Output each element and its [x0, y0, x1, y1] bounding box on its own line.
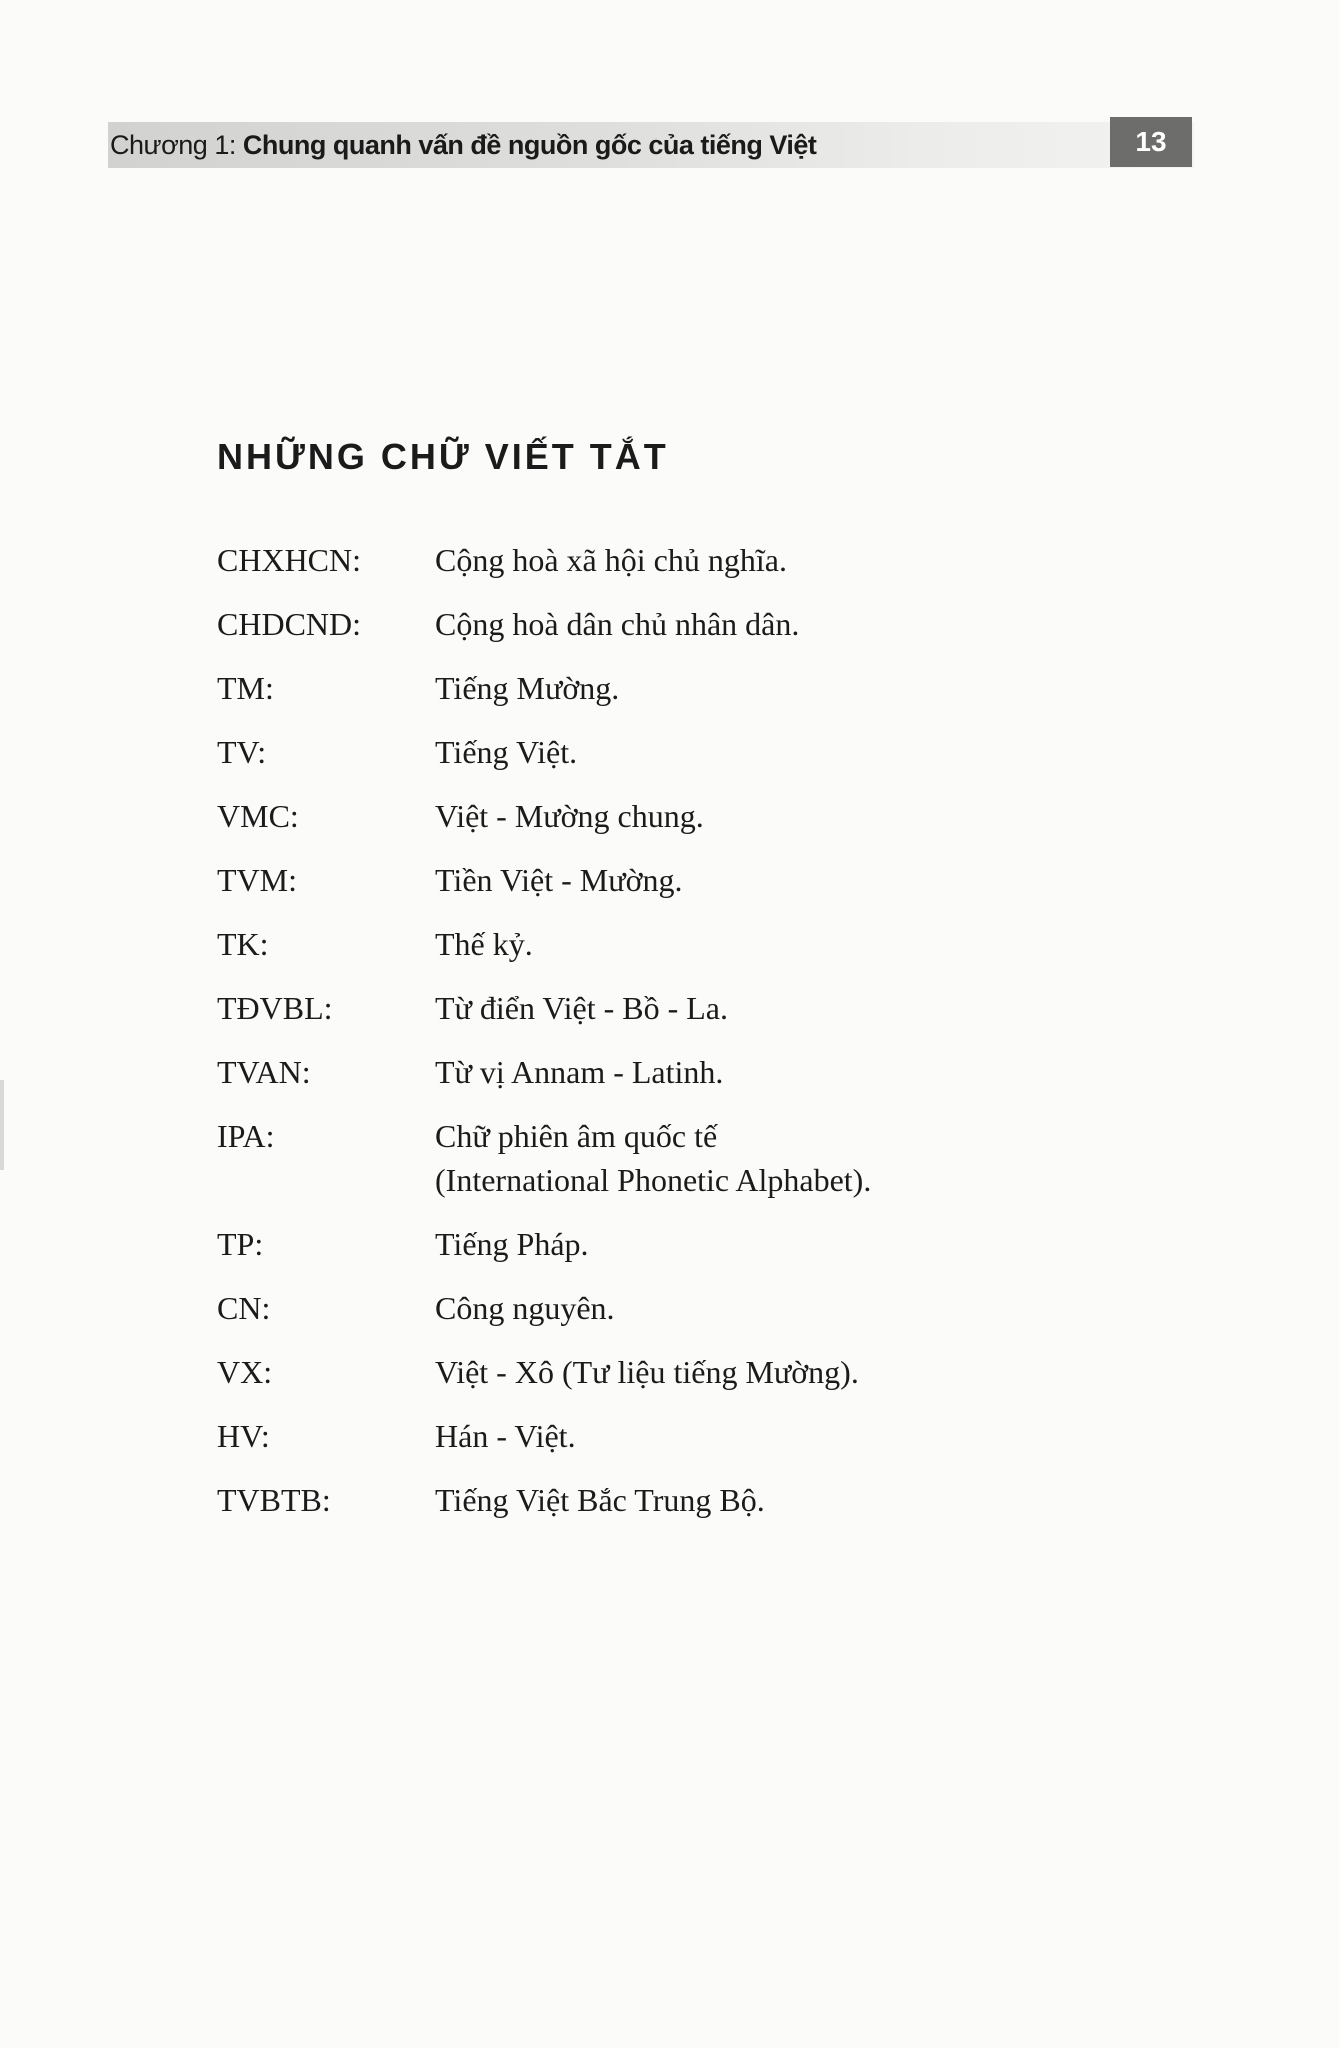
meaning-line: Việt - Xô (Tư liệu tiếng Mường).: [435, 1354, 859, 1390]
abbreviation-row: [217, 1050, 1057, 1094]
abbreviation-term: CHDCND:: [217, 606, 362, 642]
meaning-line: Tiếng Việt.: [435, 734, 578, 770]
page-edge-shadow: [0, 1080, 4, 1170]
abbreviation-row: [217, 730, 1057, 774]
meaning-line: Thế kỷ.: [435, 926, 533, 962]
chapter-heading: [110, 130, 816, 161]
abbreviation-meaning: [435, 986, 1057, 1030]
abbreviation-row: [217, 1414, 1057, 1458]
abbreviation-meaning: [435, 666, 1057, 710]
abbreviation-row: [217, 922, 1057, 966]
abbreviation-row: [217, 986, 1057, 1030]
abbreviation-term: VMC:: [217, 798, 299, 834]
abbreviation-meaning: [435, 1478, 1057, 1522]
abbreviation-term: TM:: [217, 670, 274, 706]
meaning-line: Tiếng Pháp.: [435, 1226, 589, 1262]
abbreviation-meaning: [435, 1114, 1057, 1202]
abbreviation-meaning: [435, 1050, 1057, 1094]
meaning-line: Từ điển Việt - Bồ - La.: [435, 990, 728, 1026]
abbreviation-term: VX:: [217, 1354, 273, 1390]
abbreviation-row: [217, 602, 1057, 646]
abbreviation-term: TK:: [217, 926, 269, 962]
meaning-line: Tiếng Mường.: [435, 670, 620, 706]
abbreviation-meaning: [435, 602, 1057, 646]
abbreviation-row: [217, 794, 1057, 838]
abbreviation-meaning: [435, 858, 1057, 902]
abbreviation-meaning: [435, 1286, 1057, 1330]
meaning-line: Cộng hoà dân chủ nhân dân.: [435, 606, 800, 642]
page-number: 13: [1110, 117, 1192, 167]
abbreviation-meaning: [435, 922, 1057, 966]
meaning-line: Tiền Việt - Mường.: [435, 862, 683, 898]
meaning-line: Cộng hoà xã hội chủ nghĩa.: [435, 542, 787, 578]
section-title: NHỮNG CHỮ VIẾT TẮT: [217, 436, 669, 477]
abbreviation-list: [217, 538, 1057, 1542]
abbreviation-term: CN:: [217, 1290, 271, 1326]
abbreviation-term: IPA:: [217, 1118, 275, 1154]
chapter-title: Chung quanh vấn đề nguồn gốc của tiếng Việt: [242, 129, 817, 160]
abbreviation-term: TVM:: [217, 862, 297, 898]
abbreviation-term: CHXHCN:: [217, 542, 362, 578]
abbreviation-row: [217, 1478, 1057, 1522]
abbreviation-term: TV:: [217, 734, 267, 770]
abbreviation-row: [217, 1222, 1057, 1266]
meaning-line: Công nguyên.: [435, 1290, 615, 1326]
abbreviation-row: [217, 858, 1057, 902]
meaning-line: Chữ phiên âm quốc tế: [435, 1118, 718, 1154]
meaning-line: Từ vị Annam - Latinh.: [435, 1054, 724, 1090]
abbreviation-term: TP:: [217, 1226, 264, 1262]
abbreviation-term: TVAN:: [217, 1054, 311, 1090]
abbreviation-term: HV:: [217, 1418, 270, 1454]
abbreviation-row: [217, 538, 1057, 582]
meaning-line: (International Phonetic Alphabet).: [435, 1162, 872, 1198]
abbreviation-row: [217, 666, 1057, 710]
meaning-line: Việt - Mường chung.: [435, 798, 704, 834]
abbreviation-meaning: [435, 794, 1057, 838]
meaning-line: Tiếng Việt Bắc Trung Bộ.: [435, 1482, 765, 1518]
meaning-line: Hán - Việt.: [435, 1418, 576, 1454]
abbreviation-meaning: [435, 1350, 1057, 1394]
abbreviation-meaning: [435, 1414, 1057, 1458]
abbreviation-meaning: [435, 1222, 1057, 1266]
abbreviation-row: [217, 1350, 1057, 1394]
running-header: [108, 122, 1194, 168]
abbreviation-meaning: [435, 538, 1057, 582]
abbreviation-row: [217, 1114, 1057, 1202]
abbreviation-meaning: [435, 730, 1057, 774]
abbreviation-row: [217, 1286, 1057, 1330]
abbreviation-term: TĐVBL:: [217, 990, 333, 1026]
abbreviation-term: TVBTB:: [217, 1482, 331, 1518]
chapter-label: Chương 1:: [110, 129, 236, 160]
